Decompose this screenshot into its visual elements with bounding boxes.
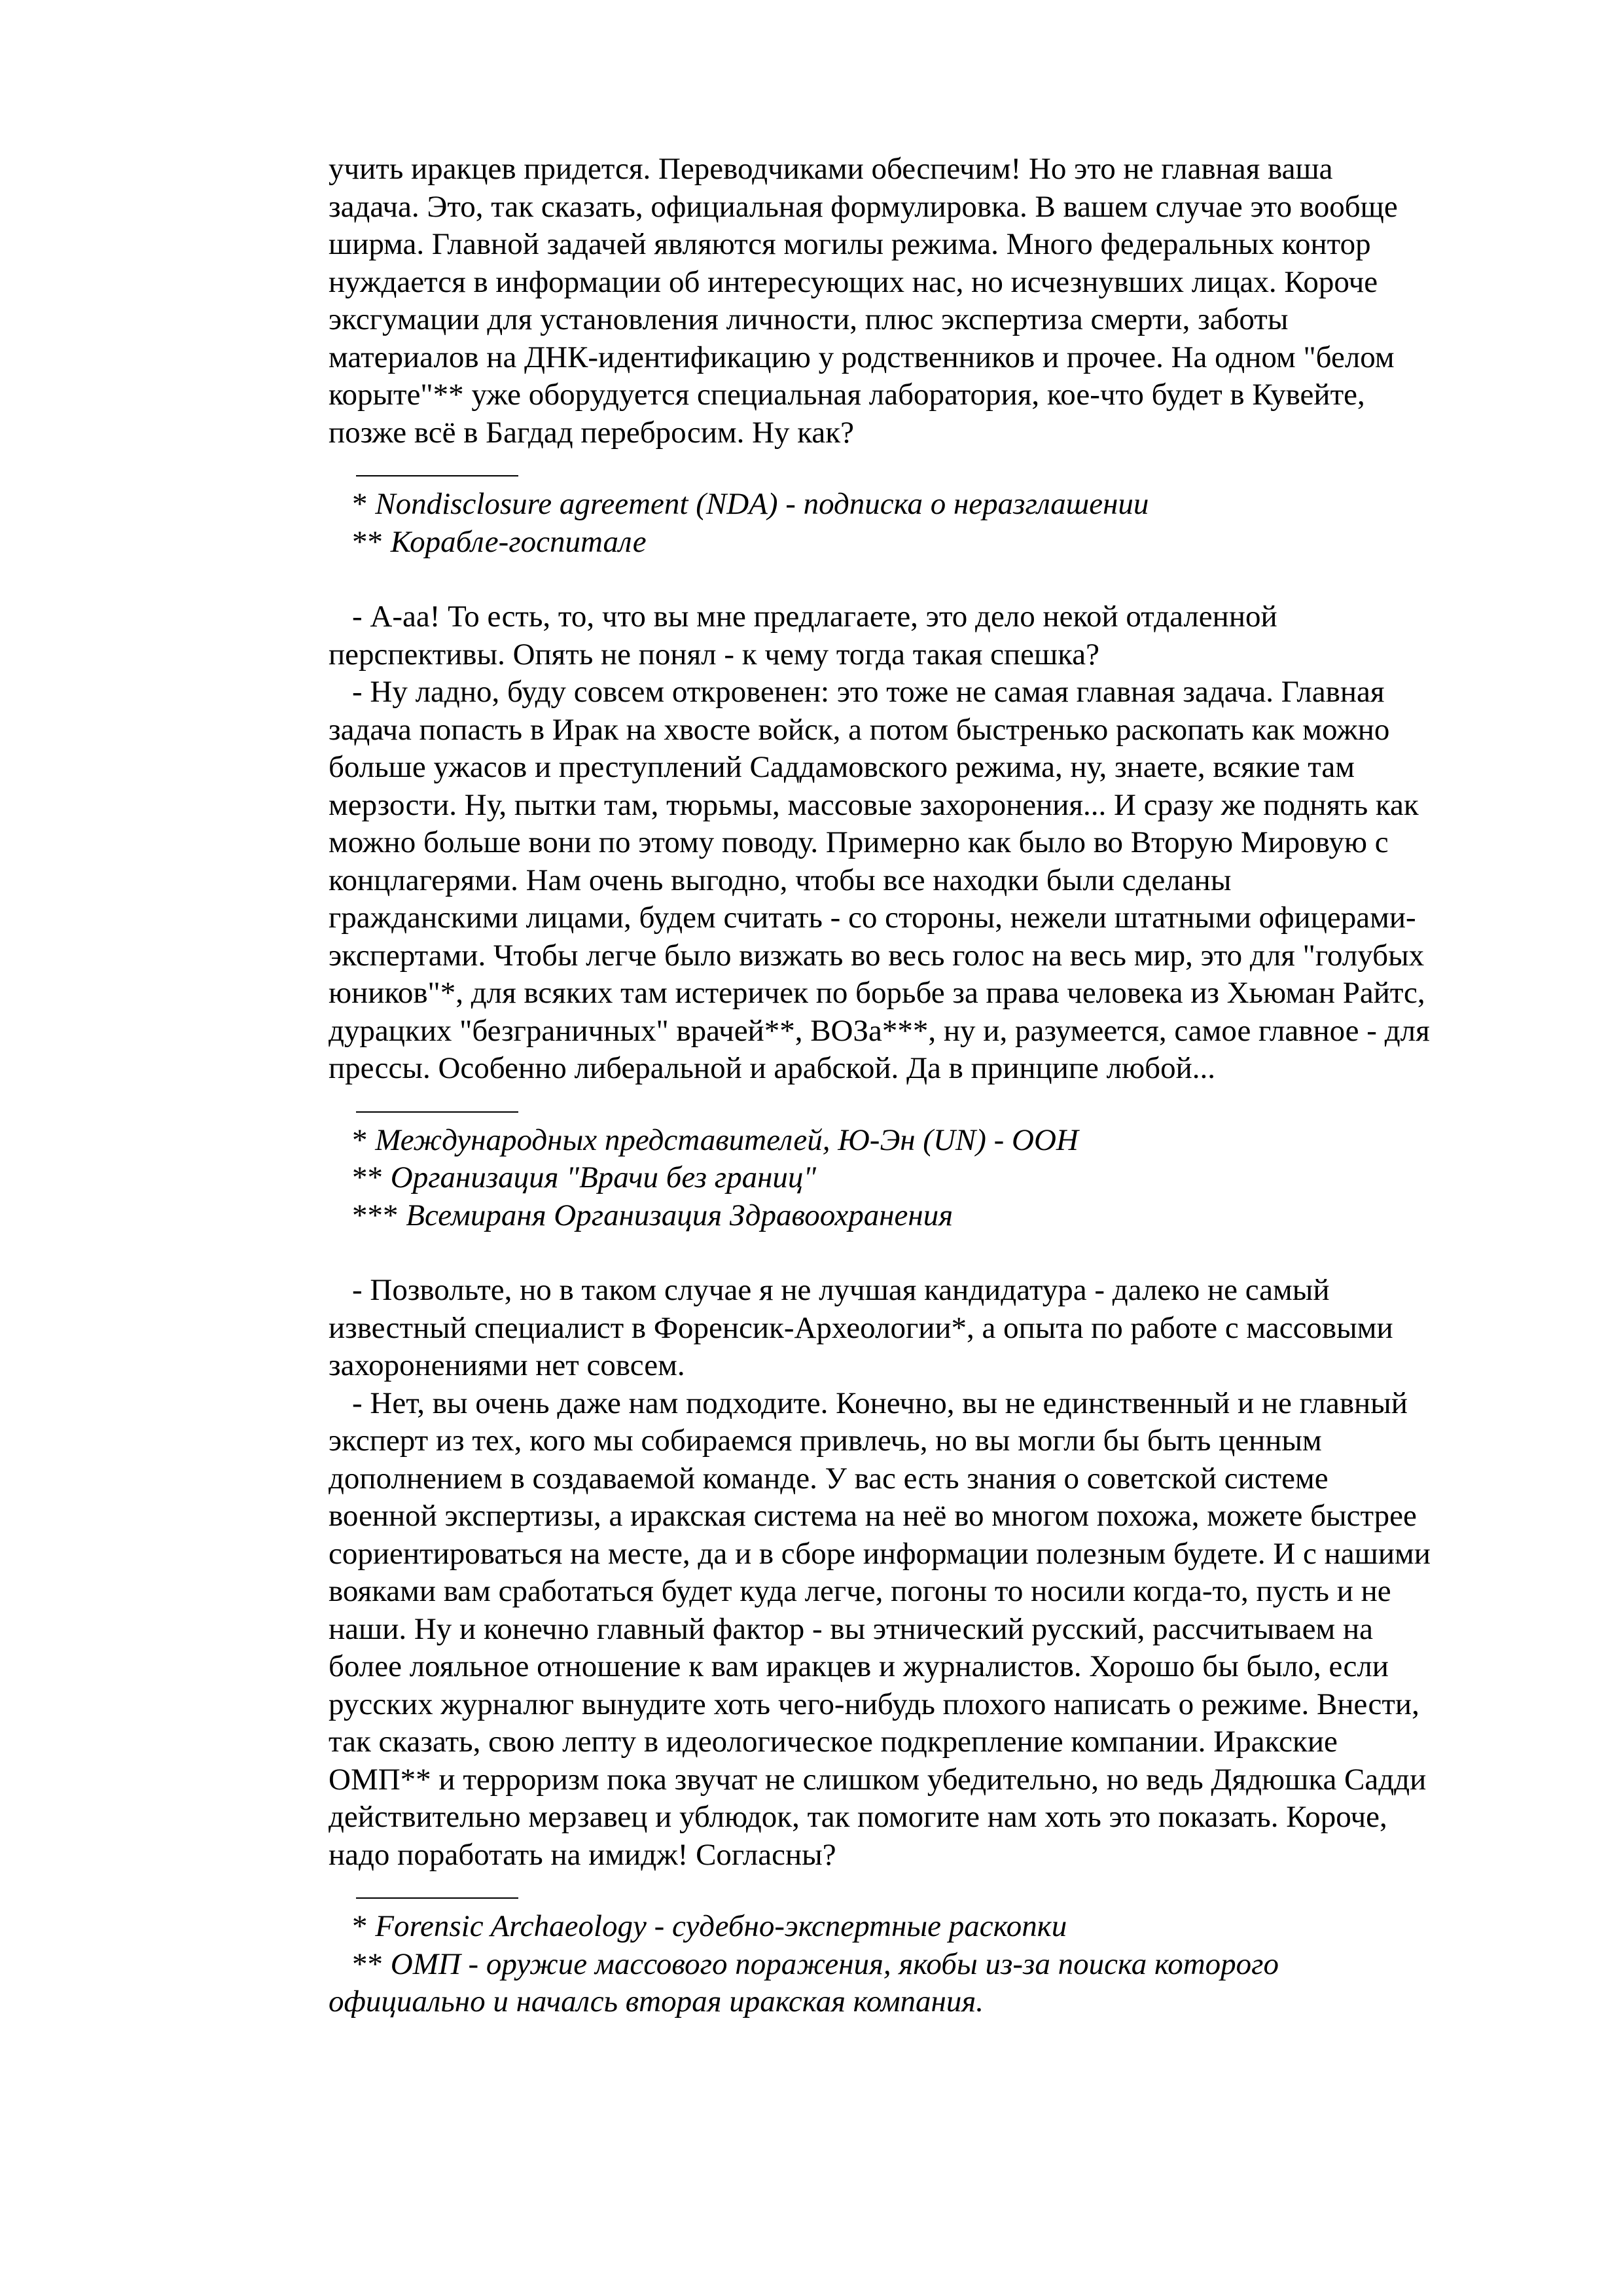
text-line: эксперт из тех, кого мы собираемся привлечь, но вы могли бы быть ценным <box>329 1424 1322 1458</box>
footnote-mark: ** <box>352 524 383 559</box>
footnote <box>329 1946 1572 1984</box>
text-line: - А-аа! То есть, то, что вы мне предлагаете, это дело некой отдаленной <box>352 600 1277 634</box>
text-line: юников"*, для всяких там истеричек по борьбе за права человека из Хьюман Райтс, <box>329 976 1425 1010</box>
footnote-text: Организация "Врачи без границ" <box>390 1160 817 1194</box>
footnote-mark: ** <box>352 1946 383 1981</box>
footnote <box>329 486 1572 524</box>
footnotes-3 <box>329 1908 1572 2021</box>
paragraph-block-2 <box>329 598 1572 1088</box>
text-line: вояками вам сработаться будет куда легче, погоны то носили когда-то, пусть и не <box>329 1574 1391 1608</box>
footnote-text: Forensic Archaeology - судебно-экспертные раскопки <box>375 1909 1067 1943</box>
text-line: дурацких "безграничных" врачей**, ВОЗа***, ну и, разумеется, самое главное - для <box>329 1013 1430 1048</box>
text-line: больше ужасов и преступлений Саддамовского режима, ну, знаете, всякие там <box>329 750 1355 784</box>
text-line: мерзости. Ну, пытки там, тюрьмы, массовые захоронения... И сразу же поднять как <box>329 787 1419 822</box>
footnote <box>329 1122 1572 1160</box>
text-line: перспективы. Опять не понял - к чему тогда такая спешка? <box>329 637 1099 672</box>
footnote-mark: * <box>352 1122 368 1157</box>
text-line: можно больше вони по этому поводу. Примерно как было во Вторую Мировую с <box>329 825 1389 859</box>
text-line: материалов на ДНК-идентификацию у родственников и прочее. На одном "белом <box>329 340 1395 374</box>
text-line: русских журналюг вынудите хоть чего-нибудь плохого написать о режиме. Внести, <box>329 1687 1419 1721</box>
document-body <box>329 151 1572 2021</box>
text-line: экспертами. Чтобы легче было визжать во весь голос на весь мир, это для "голубых <box>329 938 1425 973</box>
text-line: корыте"** уже оборудуется специальная лаборатория, кое-что будет в Кувейте, <box>329 378 1365 412</box>
text-line: дополнением в создаваемой команде. У вас есть знания о советской системе <box>329 1461 1329 1496</box>
footnotes-2 <box>329 1122 1572 1235</box>
text-line: учить иракцев придется. Переводчиками обеспечим! Но это не главная ваша <box>329 152 1333 186</box>
text-line: надо поработать на имидж! Согласны? <box>329 1837 836 1872</box>
text-line: концлагерями. Нам очень выгодно, чтобы все находки были сделаны <box>329 863 1232 897</box>
text-line: задача. Это, так сказать, официальная формулировка. В вашем случае это вообще <box>329 189 1398 224</box>
text-line: военной экспертизы, а иракская система на неё во многом похожа, можете быстрее <box>329 1499 1417 1533</box>
text-line: известный специалист в Форенсик-Археологии*, а опыта по работе с массовыми <box>329 1310 1393 1345</box>
text-line: наши. Ну и конечно главный фактор - вы этнический русский, рассчитываем на <box>329 1611 1373 1646</box>
text-line: ОМП** и терроризм пока звучат не слишком убедительно, но ведь Дядюшка Садди <box>329 1762 1427 1797</box>
footnote <box>329 1159 1572 1197</box>
text-line: позже всё в Багдад перебросим. Ну как? <box>329 415 854 450</box>
footnote-mark: ** <box>352 1160 383 1194</box>
footnote <box>329 524 1572 562</box>
footnote <box>329 1908 1572 1946</box>
footnote-mark: * <box>352 487 368 521</box>
text-line: захоронениями нет совсем. <box>329 1348 685 1382</box>
footnote-mark: *** <box>352 1198 399 1232</box>
text-line: ширма. Главной задачей являются могилы режима. Много федеральных контор <box>329 227 1371 261</box>
text-line: гражданскими лицами, будем считать - со стороны, нежели штатными офицерами- <box>329 901 1416 935</box>
footnote-text: Всемираня Организация Здравоохранения <box>406 1198 954 1232</box>
footnote-mark: * <box>352 1909 368 1943</box>
text-line: нуждается в информации об интересующих нас, но исчезнувших лицах. Короче <box>329 264 1378 299</box>
text-line: задача попасть в Ирак на хвосте войск, а потом быстренько раскопать как можно <box>329 712 1390 747</box>
footnote-text: ОМП - оружие массового поражения, якобы из-за поиска которого <box>390 1946 1279 1981</box>
footnotes-1 <box>329 486 1572 561</box>
paragraph-block-1 <box>329 151 1572 452</box>
footnote-text: Nondisclosure agreement (NDA) - подписка о неразглашении <box>375 487 1149 521</box>
text-line: более лояльное отношение к вам иракцев и журналистов. Хорошо бы было, если <box>329 1649 1389 1683</box>
footnote-continuation: официально и началсь вторая иракская компания. <box>329 1984 984 2018</box>
text-line: - Нет, вы очень даже нам подходите. Конечно, вы не единственный и не главный <box>352 1386 1408 1420</box>
text-line: прессы. Особенно либеральной и арабской. Да в принципе любой... <box>329 1051 1215 1085</box>
footnote-text: Международных представителей, Ю-Эн (UN) - ООН <box>375 1122 1079 1157</box>
text-line: эксгумации для установления личности, плюс экспертиза смерти, заботы <box>329 302 1289 336</box>
text-line: действительно мерзавец и ублюдок, так помогите нам хоть это показать. Короче, <box>329 1800 1387 1834</box>
text-line: - Ну ладно, буду совсем откровенен: это тоже не самая главная задача. Главная <box>352 675 1385 709</box>
text-line: сориентироваться на месте, да и в сборе информации полезным будете. И с нашими <box>329 1536 1431 1571</box>
footnote-text: Корабле-госпитале <box>390 524 647 559</box>
paragraph-block-3 <box>329 1272 1572 1874</box>
text-line: - Позвольте, но в таком случае я не лучшая кандидатура - далеко не самый <box>352 1273 1330 1307</box>
footnote <box>329 1197 1572 1235</box>
text-line: так сказать, свою лепту в идеологическое подкрепление компании. Иракские <box>329 1725 1338 1759</box>
